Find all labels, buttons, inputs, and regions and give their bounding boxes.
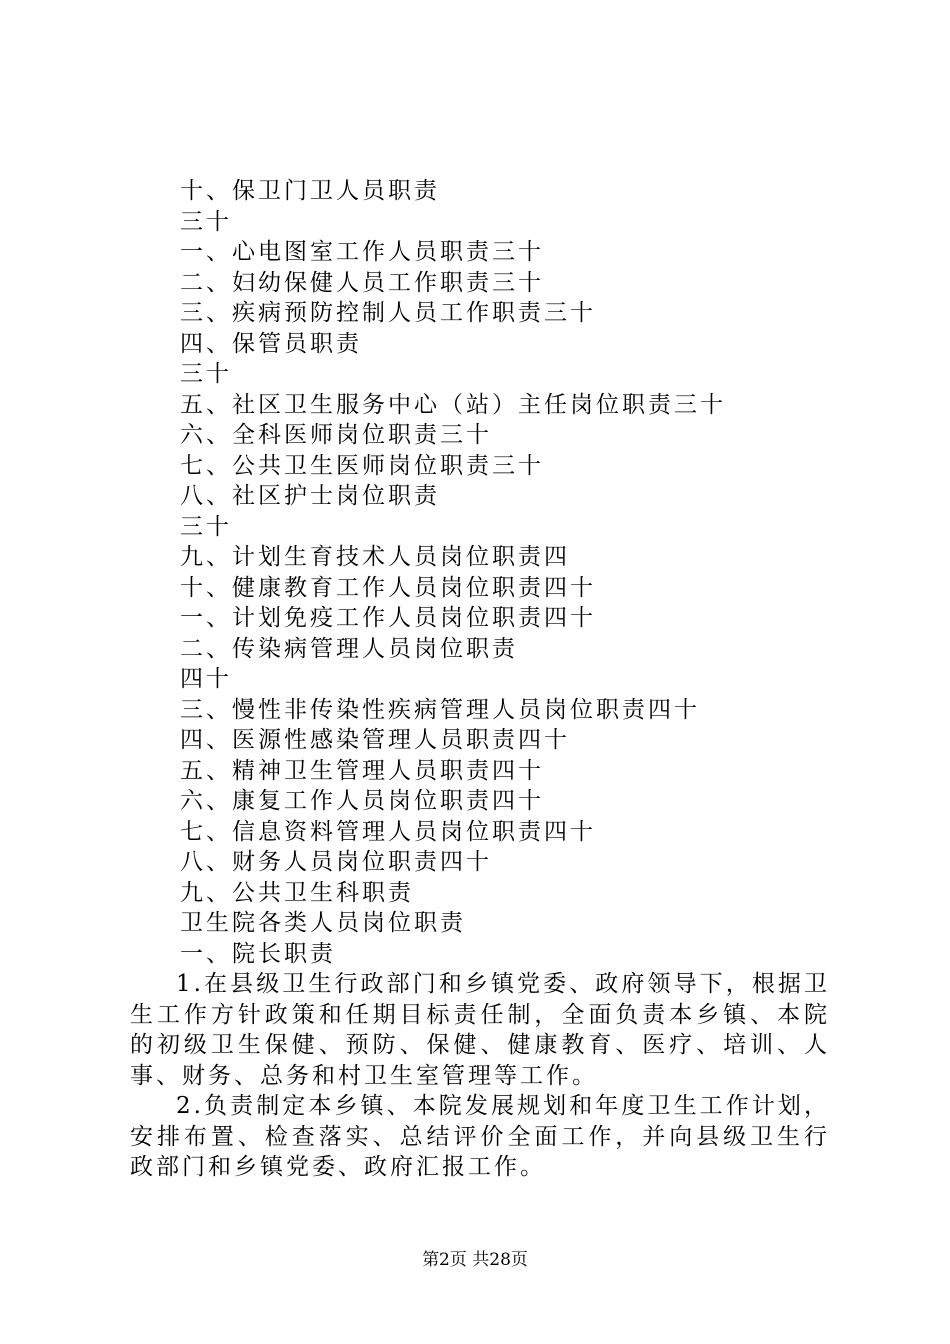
toc-line: 一、心电图室工作人员职责三十 [180,239,544,265]
toc-line: 三、疾病预防控制人员工作职责三十 [180,300,596,326]
toc-line: 八、财务人员岗位职责四十 [180,849,492,875]
toc-line: 六、全科医师岗位职责三十 [180,422,492,448]
toc-line: 七、公共卫生医师岗位职责三十 [180,452,544,479]
paragraph: 2.负责制定本乡镇、本院发展规划和年度卫生工作计划，安排布置、检查落实、总结评价全面工作，并向县级卫生行政部门和乡镇党委、政府汇报工作。 [130,1093,830,1180]
toc-line: 四十 [180,666,232,692]
toc-line: 三、慢性非传染性疾病管理人员岗位职责四十 [180,696,700,723]
toc-line: 八、社区护士岗位职责 [180,483,440,509]
toc-line: 一、计划免疫工作人员岗位职责四十 [180,605,596,631]
toc-line: 七、信息资料管理人员岗位职责四十 [180,818,596,845]
toc-list [130,176,830,969]
toc-line: 二、传染病管理人员岗位职责 [180,635,518,662]
section-heading: 一、院长职责 [180,940,336,967]
toc-line: 九、计划生育技术人员岗位职责四 [180,544,570,570]
toc-line: 五、社区卫生服务中心（站）主任岗位职责三十 [180,391,726,418]
toc-line: 三十 [180,361,232,387]
paragraph: 1.在县级卫生行政部门和乡镇党委、政府领导下，根据卫生工作方针政策和任期目标责任制，全面负责本乡镇、本院的初级卫生保健、预防、保健、健康教育、医疗、培训、人事、财务、总务和村卫生室管理等工作。 [130,971,830,1089]
toc-line: 三十 [180,208,232,235]
document-body [130,176,830,1183]
toc-line: 四、保管员职责 [180,330,362,357]
toc-line: 二、妇幼保健人员工作职责三十 [180,269,544,296]
toc-line: 五、精神卫生管理人员职责四十 [180,757,544,784]
toc-line: 六、康复工作人员岗位职责四十 [180,788,544,814]
toc-line: 四、医源性感染管理人员职责四十 [180,727,570,753]
toc-line: 九、公共卫生科职责 [180,879,414,906]
section-title: 卫生院各类人员岗位职责 [180,910,466,936]
toc-line: 十、保卫门卫人员职责 [180,178,440,204]
toc-line: 十、健康教育工作人员岗位职责四十 [180,574,596,601]
page-footer: 第2页 共28页 [422,1250,528,1270]
toc-line: 三十 [180,513,232,540]
